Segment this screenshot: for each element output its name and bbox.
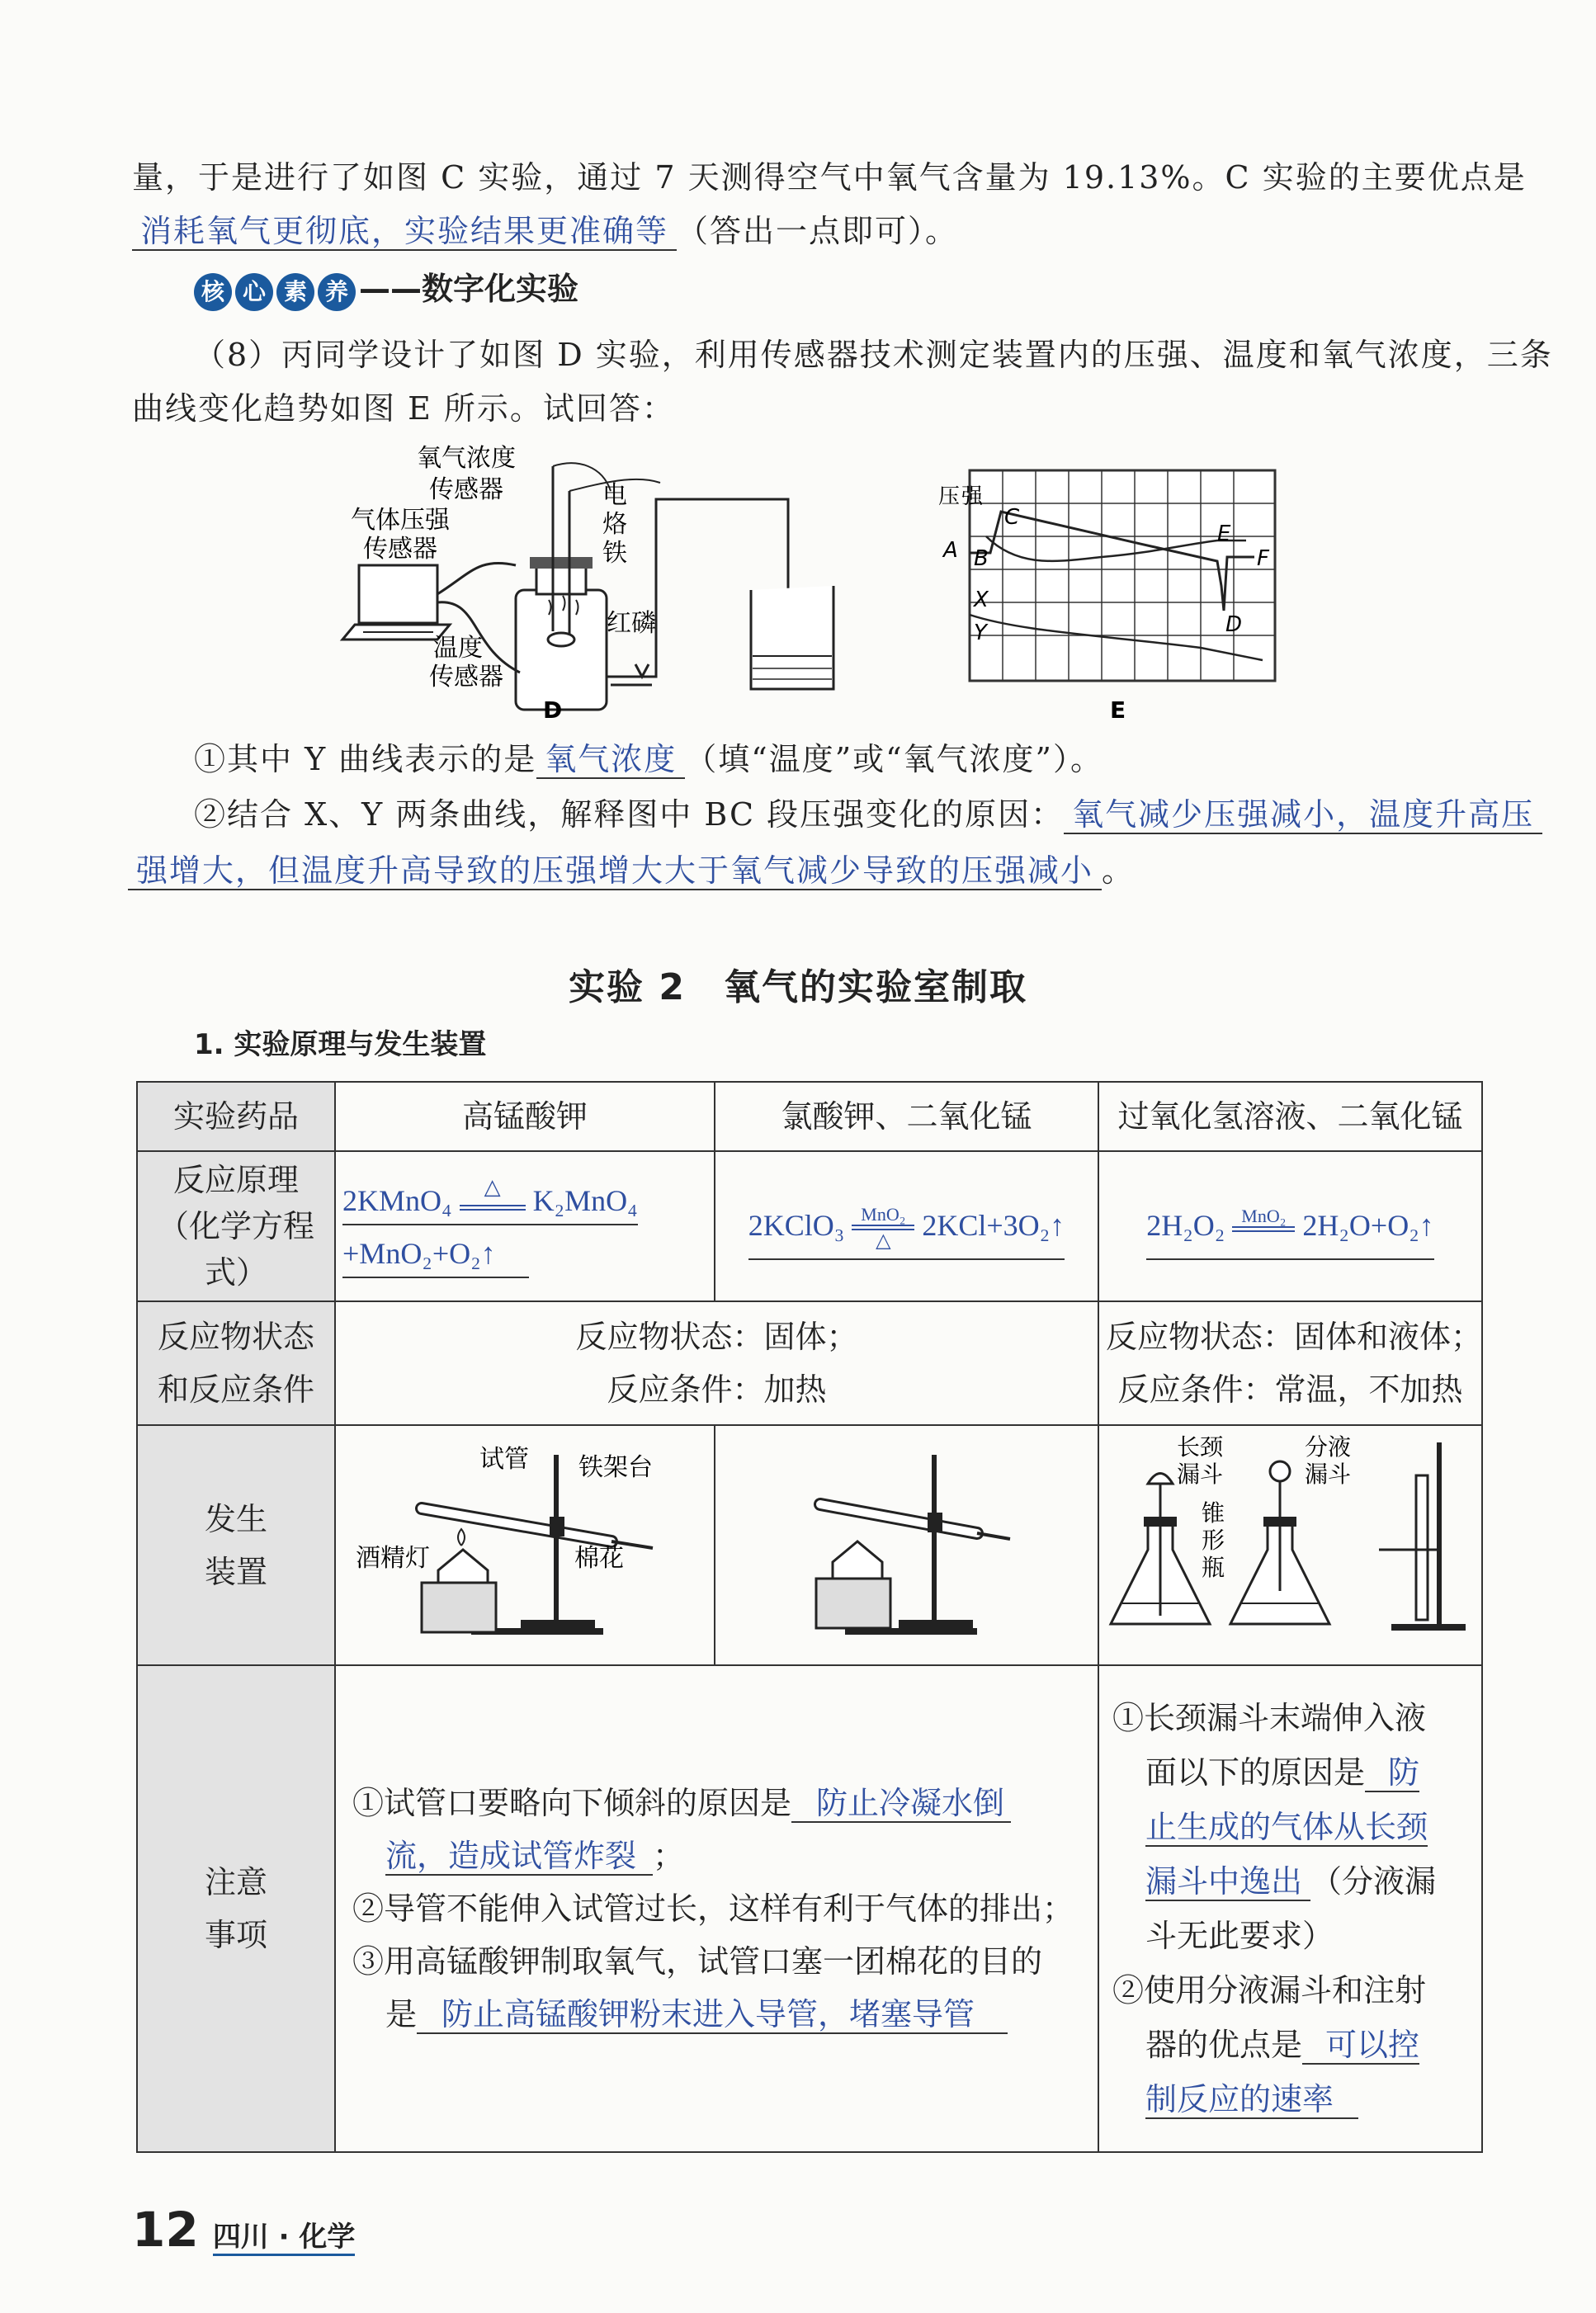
answer-text: 氧气浓度 [536, 741, 685, 779]
equation-h2o2 [1098, 1151, 1482, 1301]
apparatus-kclo3-diagram [721, 1426, 1093, 1649]
note-text: 面以下的原因是 [1145, 1754, 1366, 1791]
label-red-phosphorus: 红磷 [607, 609, 656, 638]
note-text: ③用高锰酸钾制取氧气，试管口塞一团棉花的目的 [352, 1943, 1043, 1980]
apparatus-kclo3 [715, 1425, 1098, 1665]
label-conical-flask: 形 [1202, 1527, 1225, 1554]
question-line: （8）丙同学设计了如图 D 实验，利用传感器技术测定装置内的压强、温度和氧气浓度，三条 [194, 337, 1553, 373]
point-label: A [943, 538, 958, 563]
answer-text: 漏斗中逸出 [1145, 1863, 1310, 1901]
point-label: C [1004, 505, 1020, 530]
question-text: 。 [1102, 852, 1136, 889]
section-title: 实验 2 氧气的实验室制取 [569, 966, 1027, 1008]
label-conical-flask: 锥 [1202, 1499, 1225, 1527]
paragraph-line: 量，于是进行了如图 C 实验，通过 7 天测得空气中氧气含量为 19.13%。C 实验的主要优点是 [132, 159, 1527, 196]
figure-e-chart [937, 462, 1283, 726]
note-text: ②使用分液漏斗和注射 [1112, 1972, 1427, 2009]
row-head-line: 装置 [204, 1553, 267, 1590]
row-head-line: 和反应条件 [157, 1371, 314, 1408]
axis-label: 压 [938, 484, 961, 509]
apparatus-h2o2 [1098, 1425, 1482, 1665]
point-label: F [1257, 546, 1269, 571]
label-conical-flask: 瓶 [1202, 1554, 1225, 1581]
apparatus-kmno4 [335, 1425, 715, 1665]
equation-kclo3 [715, 1151, 1098, 1301]
note-text: （分液漏 [1310, 1863, 1437, 1900]
reactant-condition-solid [335, 1301, 1098, 1425]
row-head-line: 注意 [204, 1864, 267, 1900]
cell-line: 反应物状态：固体； [575, 1319, 858, 1355]
equation-part: 2H₂O+O₂↑ [1302, 1209, 1434, 1242]
label-cotton: 棉花 [574, 1544, 624, 1573]
table-row-head: 反应原理（化学方程式） [137, 1151, 335, 1301]
equation-catalyst: MnO₂ [861, 1204, 906, 1225]
table-row-head [137, 1665, 335, 2152]
note-text: 器的优点是 [1145, 2027, 1303, 2063]
paragraph-line [132, 202, 958, 260]
label-separatory-funnel: 分液 [1305, 1433, 1352, 1461]
table-row [137, 1425, 1482, 1665]
question-text: ②结合 X、Y 两条曲线，解释图中 BC 段压强变化的原因： [194, 796, 1065, 833]
label-long-neck-funnel: 漏斗 [1177, 1461, 1224, 1488]
table-row-head [137, 1301, 335, 1425]
table-header-cell: 过氧化氢溶液、二氧化锰 [1098, 1082, 1482, 1151]
subsection-title: 1. 实验原理与发生装置 [194, 1028, 487, 1061]
question-text: （填“温度”或“氧气浓度”）。 [685, 741, 1103, 777]
equation-kmno4 [335, 1151, 715, 1301]
equation-condition: △ [876, 1230, 891, 1253]
note-text: ②导管不能伸入试管过长，这样有利于气体的排出； [352, 1891, 1074, 1927]
page-number: 12 [132, 2202, 199, 2258]
answer-text: 氧气减少压强减小，温度升高压 [1064, 796, 1542, 834]
equation-part: 2H₂O₂ [1146, 1209, 1225, 1242]
point-label: E [1217, 522, 1231, 546]
note-text: 斗无此要求） [1145, 1918, 1334, 1954]
equation-part: 2KClO₃ [748, 1209, 845, 1242]
section-tag-title: ——数字化实验 [359, 271, 579, 307]
answer-text: 防 [1365, 1754, 1419, 1792]
table-row [137, 1301, 1482, 1425]
table-header-cell: 实验药品 [137, 1082, 335, 1151]
question-text: ①其中 Y 曲线表示的是 [194, 741, 537, 777]
answer-text: 强增大，但温度升高导致的压强增大大于氧气减少导致的压强减小 [128, 852, 1102, 890]
figure-d-apparatus [338, 441, 842, 722]
apparatus-h2o2-diagram [1103, 1426, 1478, 1649]
label-separatory-funnel: 漏斗 [1305, 1461, 1352, 1488]
label-test-tube: 试管 [479, 1445, 529, 1474]
tag-badge: 核 [194, 273, 232, 311]
tag-badge: 素 [276, 273, 314, 311]
table-row [137, 1665, 1482, 2152]
label-alcohol-lamp: 酒精灯 [356, 1544, 430, 1573]
table-row-head [137, 1425, 335, 1665]
axis-label: 强 [961, 484, 984, 509]
notes-solid [335, 1665, 1098, 2152]
answer-text: 止生成的气体从长颈 [1145, 1809, 1428, 1845]
answer-hint: （答出一点即可）。 [677, 213, 959, 249]
label-o2-sensor: 氧气浓度 [417, 444, 516, 473]
table-row [137, 1082, 1482, 1151]
note-text: ①试管口要略向下倾斜的原因是 [352, 1785, 792, 1821]
label-sensor: 传感器 [429, 475, 503, 504]
answer-text: 可以控 [1302, 2027, 1419, 2065]
tag-badge: 心 [235, 273, 273, 311]
row-head-line: 发生 [204, 1500, 267, 1537]
label-iron: 烙 [602, 510, 627, 539]
label-iron-stand: 铁架台 [578, 1453, 653, 1482]
question-line [194, 786, 1542, 843]
equation-part: +MnO₂+O₂↑ [342, 1230, 529, 1278]
cell-line: 反应条件：常温，不加热 [1117, 1371, 1463, 1408]
label-iron: 铁 [602, 539, 627, 568]
equation-part: 2KMnO₄ [342, 1184, 452, 1217]
figure-caption: D [543, 696, 563, 722]
question-line [194, 730, 1103, 788]
figure-caption: E [1110, 696, 1126, 724]
apparatus-kmno4-diagram [339, 1426, 711, 1649]
equation-part: K₂MnO₄ [532, 1184, 638, 1217]
page-footer [132, 2202, 355, 2258]
question-line: 曲线变化趋势如图 E 所示。试回答： [132, 390, 675, 427]
answer-text: 防止高锰酸钾粉末进入导管，堵塞导管 [417, 1996, 1008, 2034]
label-iron: 电 [602, 481, 627, 510]
cell-line: 反应条件：加热 [607, 1371, 827, 1408]
curve-label: X [974, 588, 989, 612]
tag-badge: 养 [318, 273, 356, 311]
notes-liquid [1098, 1665, 1482, 2152]
label-long-neck-funnel: 长颈 [1177, 1433, 1224, 1461]
equation-catalyst: MnO₂ [1241, 1206, 1287, 1227]
table-row [137, 1151, 1482, 1301]
label-pressure-sensor: 气体压强 [351, 506, 450, 535]
question-line [128, 842, 1135, 899]
answer-text: 流，造成试管炸裂 [385, 1838, 653, 1876]
note-text: ①长颈漏斗末端伸入液 [1112, 1700, 1427, 1736]
note-text: 是 [385, 1996, 418, 2032]
table-header-cell: 氯酸钾、二氧化锰 [715, 1082, 1098, 1151]
table-header-cell: 高锰酸钾 [335, 1082, 715, 1151]
row-head-line: 反应物状态 [157, 1319, 314, 1355]
curve-label: Y [974, 621, 987, 645]
footer-label: 四川 · 化学 [213, 2221, 356, 2256]
note-text: ； [653, 1838, 685, 1874]
point-label: B [974, 546, 989, 571]
answer-text: 消耗氧气更彻底，实验结果更准确等 [132, 213, 677, 251]
cell-line: 反应物状态：固体和液体； [1106, 1319, 1483, 1355]
answer-text: 制反应的速率 [1145, 2081, 1358, 2119]
label-temp-sensor: 温度 [433, 634, 483, 663]
experiment-table [136, 1081, 1483, 2153]
equation-part: 2KCl+3O₂↑ [922, 1209, 1065, 1242]
row-head-line: 事项 [204, 1917, 267, 1953]
point-label: D [1225, 612, 1243, 637]
label-sensor: 传感器 [429, 663, 503, 692]
equation-condition: △ [484, 1175, 501, 1199]
label-sensor: 传感器 [363, 535, 437, 564]
reactant-condition-liquid [1098, 1301, 1482, 1425]
answer-text: 防止冷凝水倒 [791, 1785, 1011, 1823]
section-tag [194, 266, 578, 312]
